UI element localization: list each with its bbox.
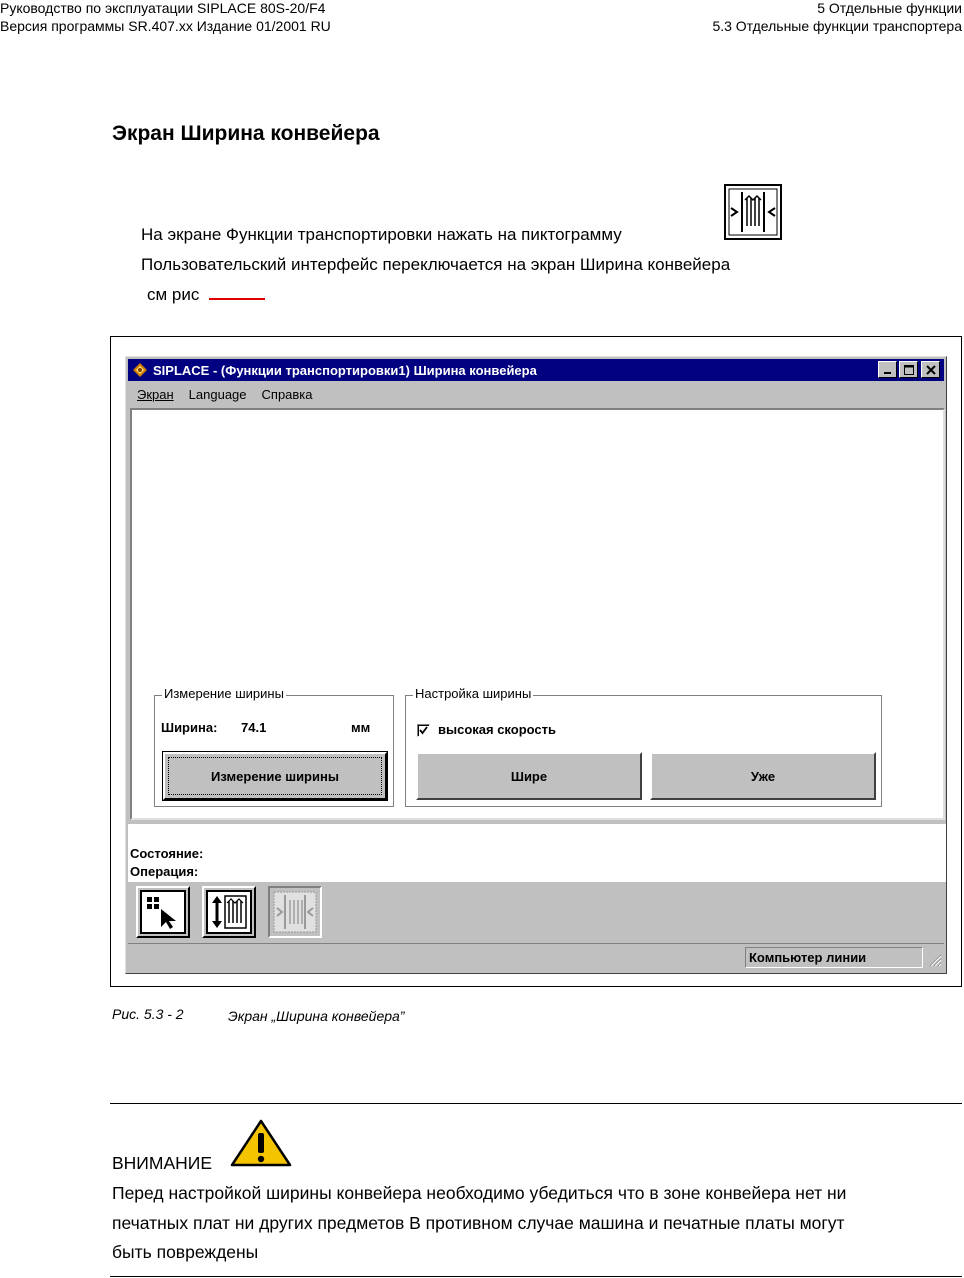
high-speed-label: высокая скорость [438, 722, 557, 737]
menu-help[interactable]: Справка [261, 386, 313, 402]
conveyor-width-icon [724, 184, 782, 240]
conveyor-width-updown-button[interactable] [202, 886, 256, 938]
close-button[interactable] [921, 361, 940, 378]
window-title: SIPLACE - (Функции транспортировки1) Ширина конвейера [153, 362, 537, 378]
warning-line3: быть повреждены [112, 1242, 259, 1262]
minimize-button[interactable] [878, 361, 897, 378]
operation-label: Операция: [130, 864, 199, 879]
wider-button[interactable]: Шире [416, 752, 642, 800]
close-icon [926, 365, 936, 375]
figure-reference-text: см рис [147, 285, 200, 304]
warning-line1: Перед настройкой ширины конвейера необходимо убедиться что в зоне конвейера нет ни [112, 1183, 847, 1203]
warning-top-rule [110, 1103, 962, 1104]
minimize-icon [883, 365, 893, 375]
status-area [128, 824, 946, 882]
state-label: Состояние: [130, 846, 204, 861]
statusbar-divider [128, 943, 944, 944]
header-right-line2: 5.3 Отдельные функции транспортера [712, 18, 962, 34]
menu-screen[interactable]: Экран [137, 386, 174, 402]
width-adjust-legend: Настройка ширины [415, 686, 532, 701]
warning-bottom-rule [110, 1276, 962, 1277]
width-unit: мм [351, 720, 371, 735]
resize-grip-icon[interactable] [928, 953, 942, 967]
statusbar-line-computer: Компьютер линии [745, 947, 923, 968]
header-right-line1: 5 Отдельные функции [817, 0, 962, 16]
figure-reference [147, 285, 265, 305]
width-measurement-legend: Измерение ширины [164, 686, 284, 701]
instruction-line2: Пользовательский интерфейс переключается на экран Ширина конвейера [141, 255, 731, 274]
figure-caption: Экран „Ширина конвейера” [228, 1008, 405, 1024]
section-title: Экран Ширина конвейера [112, 122, 380, 145]
select-pointer-icon [140, 890, 186, 934]
siplace-app-icon [131, 361, 149, 379]
header-left-line1: Руководство по эксплуатации SIPLACE 80S-20/F4 [0, 0, 326, 16]
warning-line2: печатных плат ни других предметов В противном случае машина и печатные платы могут [112, 1213, 845, 1233]
high-speed-checkbox[interactable] [417, 724, 430, 737]
instruction-line1: На экране Функции транспортировки нажать на пиктограмму [141, 225, 622, 244]
maximize-button[interactable] [899, 361, 918, 378]
window-titlebar[interactable] [128, 359, 944, 381]
width-label: Ширина: [161, 720, 218, 735]
warning-triangle-icon [229, 1118, 293, 1168]
conveyor-width-updown-icon [206, 890, 252, 934]
maximize-icon [904, 365, 914, 375]
select-pointer-button[interactable] [136, 886, 190, 938]
warning-title: ВНИМАНИЕ [112, 1153, 213, 1173]
width-value: 74.1 [241, 720, 267, 735]
header-left-line2: Версия программы SR.407.xx Издание 01/2001 RU [0, 18, 331, 34]
checkmark-icon [419, 726, 428, 735]
narrower-button[interactable]: Уже [650, 752, 876, 800]
menu-language[interactable]: Language [188, 386, 247, 402]
figure-reference-link[interactable] [209, 286, 265, 300]
menubar [128, 383, 944, 405]
conveyor-width-button[interactable] [268, 886, 322, 938]
figure-number: Рис. 5.3 - 2 [112, 1006, 184, 1022]
conveyor-width-disabled-icon [272, 890, 318, 934]
measure-width-button[interactable]: Измерение ширины [163, 752, 387, 800]
